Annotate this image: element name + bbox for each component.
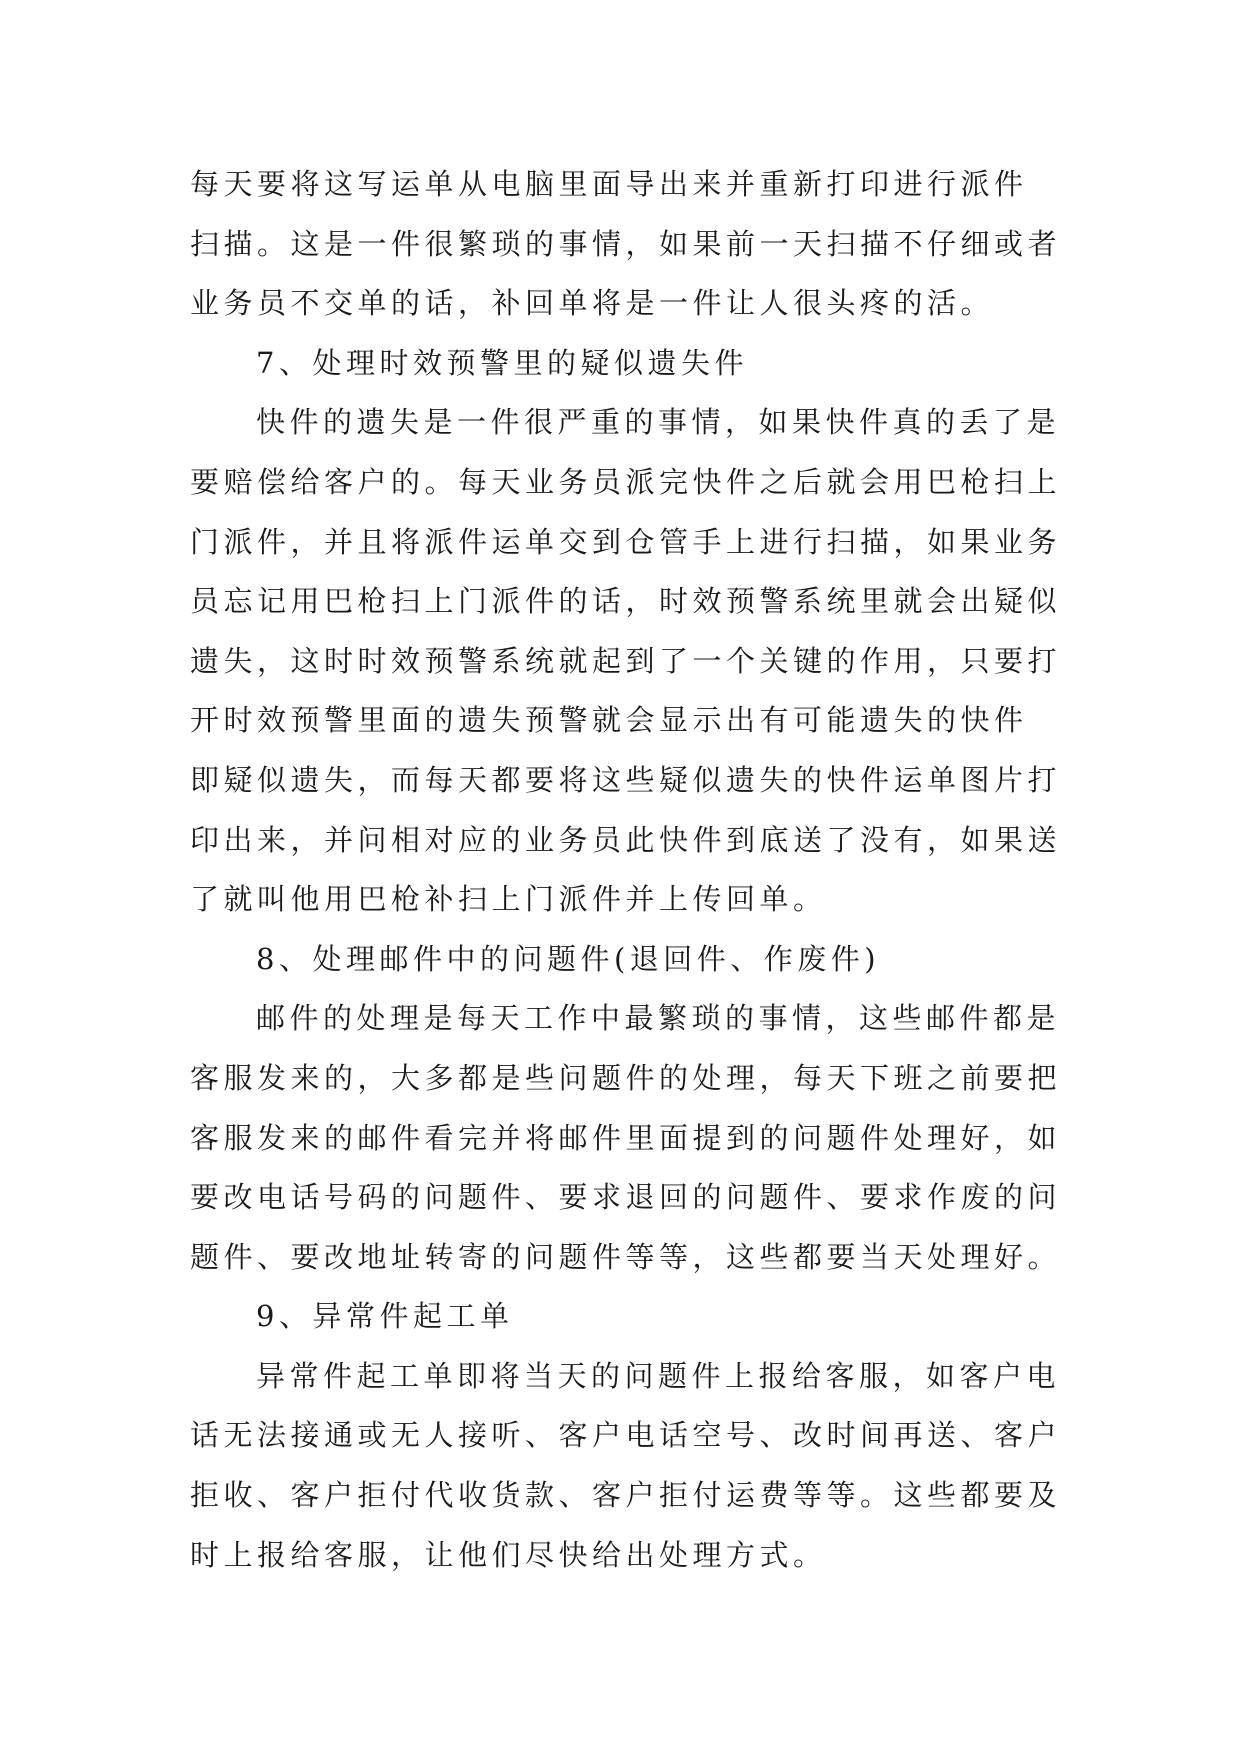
paragraph-line: 客服发来的邮件看完并将邮件里面提到的问题件处理好，如 bbox=[190, 1120, 1062, 1155]
paragraph-line: 要改电话号码的问题件、要求退回的问题件、要求作废的问 bbox=[190, 1180, 1062, 1215]
paragraph-line: 时上报给客服，让他们尽快给出处理方式。 bbox=[190, 1537, 827, 1572]
document-body bbox=[190, 155, 1070, 1585]
paragraph-line: 扫描。这是一件很繁琐的事情，如果前一天扫描不仔细或者 bbox=[190, 226, 1062, 261]
paragraph-line: 邮件的处理是每天工作中最繁琐的事情，这些邮件都是 bbox=[256, 1001, 1061, 1036]
paragraph-line: 话无法接通或无人接听、客户电话空号、改时间再送、客户 bbox=[190, 1418, 1062, 1453]
paragraph-line: 每天要将这写运单从电脑里面导出来并重新打印进行派件 bbox=[190, 167, 1028, 201]
section-heading-8: 8、处理邮件中的问题件(退回件、作废件) bbox=[256, 941, 881, 976]
paragraph-line: 印出来，并问相对应的业务员此快件到底送了没有，如果送 bbox=[190, 822, 1062, 857]
paragraph-line: 员忘记用巴枪扫上门派件的话，时效预警系统里就会出疑似 bbox=[190, 584, 1062, 619]
paragraph-line: 业务员不交单的话，补回单将是一件让人很头疼的活。 bbox=[190, 286, 995, 321]
paragraph-line: 客服发来的，大多都是些问题件的处理，每天下班之前要把 bbox=[190, 1060, 1062, 1095]
paragraph-line: 异常件起工单即将当天的问题件上报给客服，如客户电 bbox=[256, 1358, 1061, 1393]
paragraph-line: 要赔偿给客户的。每天业务员派完快件之后就会用巴枪扫上 bbox=[190, 464, 1062, 499]
paragraph-line: 遗失，这时时效预警系统就起到了一个关键的作用，只要打 bbox=[190, 643, 1062, 678]
paragraph-line: 即疑似遗失，而每天都要将这些疑似遗失的快件运单图片打 bbox=[190, 762, 1062, 797]
paragraph-line: 题件、要改地址转寄的问题件等等，这些都要当天处理好。 bbox=[190, 1239, 1062, 1274]
section-heading-7: 7、处理时效预警里的疑似遗失件 bbox=[256, 345, 748, 380]
paragraph-line: 门派件，并且将派件运单交到仓管手上进行扫描，如果业务 bbox=[190, 524, 1062, 559]
paragraph-line: 快件的遗失是一件很严重的事情，如果快件真的丢了是 bbox=[256, 405, 1061, 440]
paragraph-line: 拒收、客户拒付代收货款、客户拒付运费等等。这些都要及 bbox=[190, 1478, 1062, 1513]
paragraph-line: 了就叫他用巴枪补扫上门派件并上传回单。 bbox=[190, 882, 827, 917]
section-heading-9: 9、异常件起工单 bbox=[256, 1299, 514, 1334]
paragraph-line: 开时效预警里面的遗失预警就会显示出有可能遗失的快件 bbox=[190, 703, 1028, 738]
